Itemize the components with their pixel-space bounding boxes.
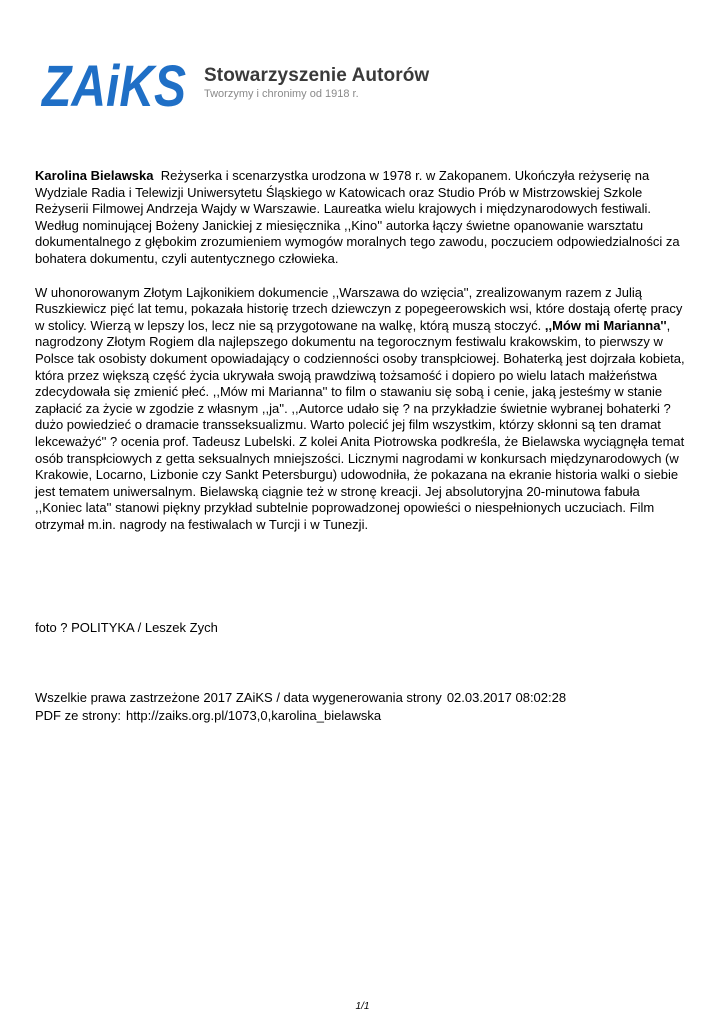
page-number: 1/1: [355, 1001, 370, 1012]
source-label: PDF ze strony:: [35, 707, 121, 723]
film-title-highlight: ,,Mów mi Marianna'': [544, 317, 667, 333]
copyright-text: Wszelkie prawa zastrzeżone 2017 ZAiKS / data wygenerowania strony: [35, 690, 442, 705]
page-footer: [35, 689, 566, 724]
page-header: [40, 54, 460, 119]
zaiks-logo: [40, 54, 190, 119]
filmography-text-part-2: , nagrodzony Złotym Rogiem dla najlepszego dokumentu na tegorocznym festiwalu krakowskim, to pierwszy w Polsce tak osobisty dokument opowiadający o codzienności osoby transpłciowej. Bohaterką jest dojrzała kobieta, która przez większą część życia ukrywała swoją prawdziwą tożsamość i dopiero po wielu latach małżeństwa zdecydowała się zmienić płeć. ,,Mów mi Marianna'' to film o stawaniu się sobą i cenie, jaką jesteśmy w stanie zapłacić za życie w zgodzie z własnym ,,ja''. ,,Autorce udało się ? na przykładzie świetnie wybranej bohaterki ? dużo powiedzieć o dramacie transseksualizmu. Warto polecić jej film wszystkim, którzy skłonni są ten dramat lekceważyć'' ? ocenia prof. Tadeusz Lubelski. Z kolei Anita Piotrowska podkreśla, że Bielawska wyciągnęła temat osób transpłciowych z getta seksualnych mniejszości. Licznymi nagrodami w konkursach międzynarodowych (w Krakowie, Locarno, Lizbonie czy Sankt Petersburgu) udowodniła, że pokazana na ekranie historia walki o siebie jest tematem uniwersalnym. Bielawską ciągnie też w stronę kreacji. Jej absolutoryjna 20-minutowa fabuła ,,Koniec lata'' stanowi piękny przykład subtelnie poprowadzonej opowieści o niespełnionych uczuciach. Film otrzymał m.in. nagrody na festiwalach w Turcji i w Tunezji.: [35, 317, 685, 532]
source-url: http://zaiks.org.pl/1073,0,karolina_bielawska: [125, 707, 382, 723]
filmography-paragraph: [35, 285, 685, 534]
filmography-text-part-1: W uhonorowanym Złotym Lajkonikiem dokumencie ,,Warszawa do wzięcia'', zrealizowanym razem z Julią Ruszkiewicz pięć lat temu, pokazała historię trzech dziewczyn z popegeerowskich wsi, które dostają ofertę pracy w stolicy. Wierzą w lepszy los, lecz nie są przygotowane na walkę, którą muszą stoczyć.: [35, 284, 683, 333]
biography-paragraph: [35, 168, 685, 268]
source-line: [35, 707, 566, 725]
copyright-line: [35, 689, 566, 707]
generation-date: 02.03.2017 08:02:28: [446, 690, 567, 705]
article-body: [35, 168, 685, 550]
organization-tagline: Tworzymy i chronimy od 1918 r.: [204, 88, 359, 100]
biography-text: Reżyserka i scenarzystka urodzona w 1978 r. w Zakopanem. Ukończyła reżyserię na Wydziale Radia i Telewizji Uniwersytetu Śląskiego w Katowicach oraz Studio Prób w Mistrzowskiej Szkole Reżyserii Filmowej Andrzeja Wajdy w Warszawie. Laureatka wielu krajowych i międzynarodowych festiwali. Według nominującej Bożeny Janickiej z miesięcznika ,,Kino'' autorka łączy świetne opanowanie warsztatu dokumentalnego z głębokim zrozumieniem wymogów moralnych tego zawodu, poczuciem odpowiedzialności za bohatera dokumentu, czyli autentycznego człowieka.: [35, 168, 680, 266]
organization-name: Stowarzyszenie Autorów: [204, 65, 430, 86]
logo-lettering: ZAiKS: [40, 54, 187, 119]
photo-credit: foto ? POLITYKA / Leszek Zych: [35, 620, 218, 635]
author-name: Karolina Bielawska: [35, 168, 154, 183]
